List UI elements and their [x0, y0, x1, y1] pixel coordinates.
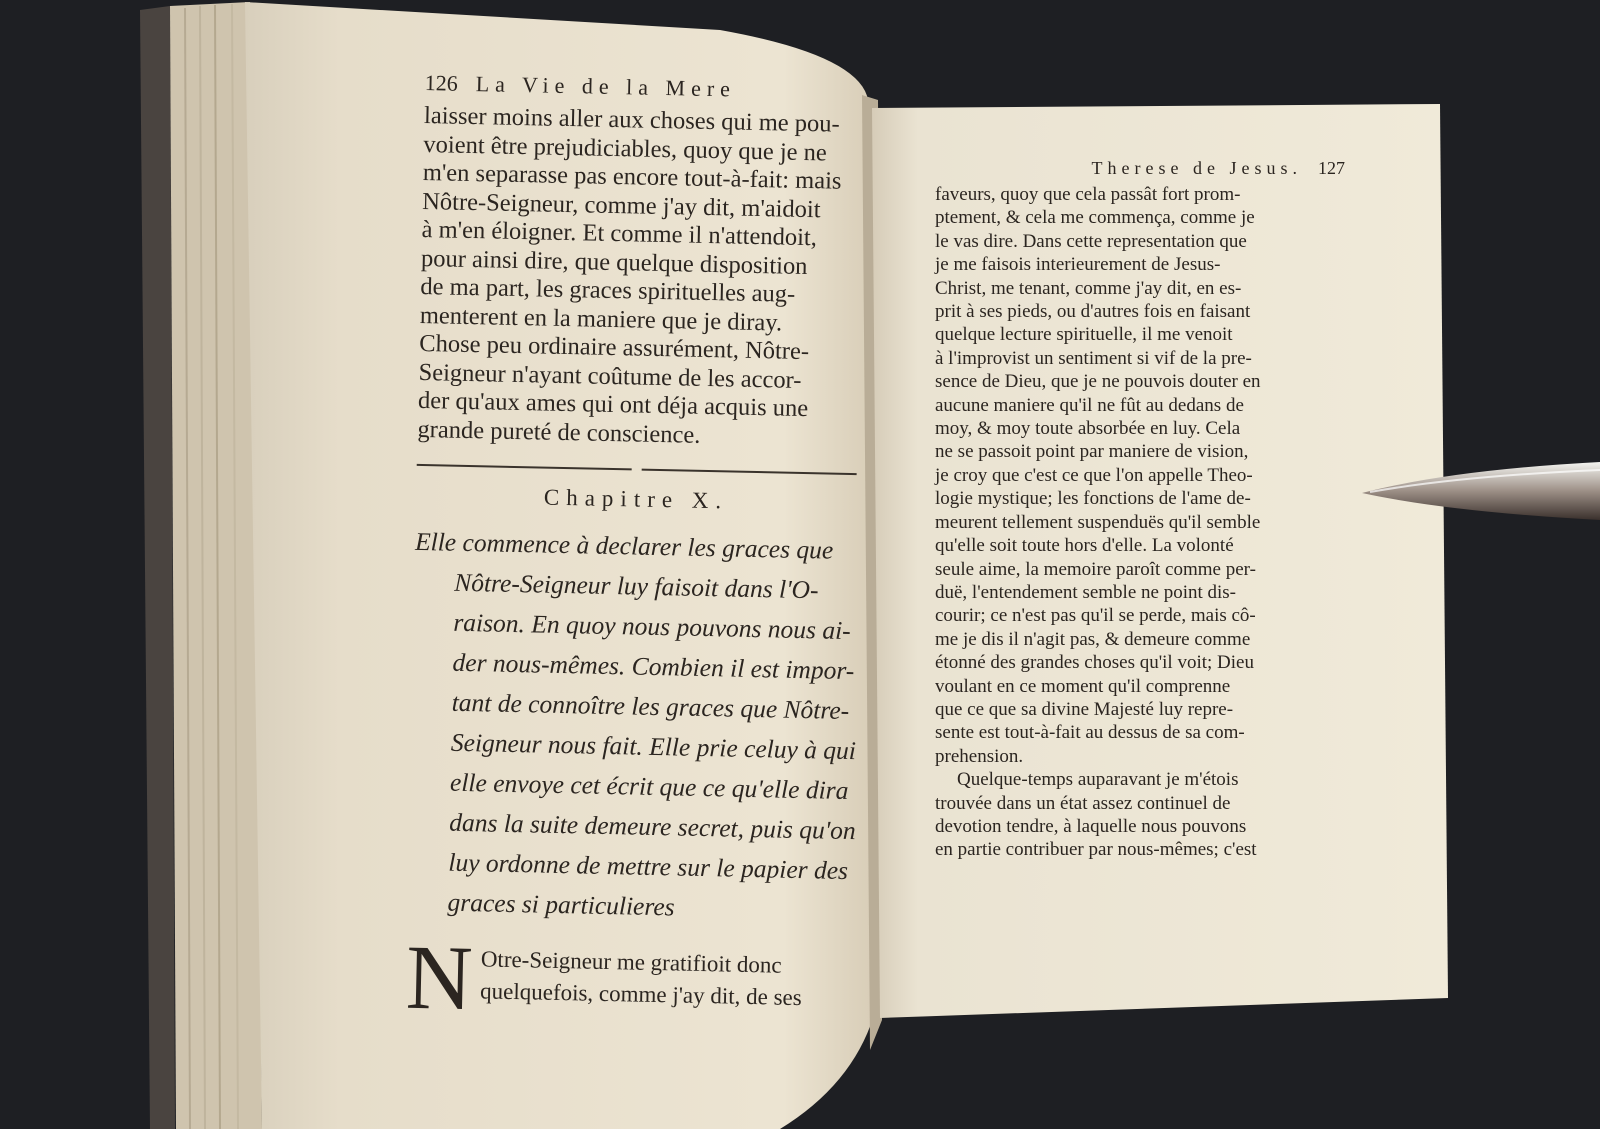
- body-line: qu'elle soit toute hors d'elle. La volonté: [935, 535, 1234, 557]
- body-line: le vas dire. Dans cette representation que: [935, 230, 1247, 252]
- body-line: grande pureté de conscience.: [417, 415, 701, 449]
- body-line: m'en separasse pas encore tout-à-fait: mais: [422, 158, 842, 195]
- chapter-title: Chapitre X.: [543, 484, 729, 514]
- body-line: moy, & moy toute absorbée en luy. Cela: [935, 418, 1241, 440]
- body-line: Christ, me tenant, comme j'ay dit, en es-: [935, 277, 1242, 299]
- body-line: Quelque-temps auparavant je m'étois: [957, 769, 1239, 791]
- summary-line: tant de connoître les graces que Nôtre-: [451, 687, 850, 726]
- body-line: me je dis il n'agit pas, & demeure comme: [935, 628, 1251, 650]
- body-line: faveurs, quoy que cela passât fort prom-: [935, 184, 1241, 205]
- body-line: ne se passoit point par maniere de vision,: [935, 441, 1249, 463]
- opening-paragraph: [404, 925, 847, 1030]
- summary-line: Elle commence à declarer les graces que: [414, 526, 834, 565]
- book-cover: [140, 6, 175, 1129]
- summary-line: raison. En quoy nous pouvons nous ai-: [453, 607, 852, 646]
- opening-line: quelquefois, comme j'ay dit, de ses: [479, 978, 802, 1011]
- right-head-title: Therese de Jesus.: [1091, 158, 1302, 178]
- body-line: je me faisois interieurement de Jesus-: [935, 254, 1221, 276]
- body-line: meurent tellement suspenduës qu'il semble: [935, 511, 1261, 533]
- body-line: duë, l'entendement semble ne point dis-: [935, 581, 1237, 603]
- left-page-number: 126: [424, 70, 458, 96]
- body-line: laisser moins aller aux choses qui me pou-: [423, 101, 840, 138]
- body-line: pour ainsi dire, que quelque disposition: [420, 244, 808, 280]
- body-line: à m'en éloigner. Et comme il n'attendoit,: [421, 215, 818, 252]
- body-line: prehension.: [935, 745, 1024, 767]
- body-line: der qu'aux ames qui ont déja acquis une: [417, 386, 809, 423]
- body-line: seule aime, la memoire paroît comme per-: [935, 558, 1256, 580]
- summary-line: luy ordonne de mettre sur le papier des: [448, 847, 849, 886]
- right-page-text: [935, 158, 1345, 862]
- body-line: je croy que c'est ce que l'on appelle Theo-: [935, 464, 1253, 486]
- body-line: quelque lecture spirituelle, il me venoit: [935, 324, 1233, 346]
- body-line: courir; ce n'est pas qu'il se perde, mais cô-: [935, 605, 1256, 627]
- body-line: voient être prejudiciables, quoy que je ne: [423, 130, 828, 166]
- summary-line: elle envoye cet écrit que ce qu'elle dira: [449, 767, 849, 806]
- left-head-title: La Vie de la Mere: [475, 71, 737, 102]
- body-line: Nôtre-Seigneur, comme j'ay dit, m'aidoit: [421, 187, 821, 223]
- summary-line: dans la suite demeure secret, puis qu'on: [448, 807, 857, 846]
- right-page-number: 127: [1318, 158, 1345, 178]
- body-line: sente est tout-à-fait au dessus de sa com-: [935, 722, 1245, 744]
- body-line: trouvée dans un état assez continuel de: [935, 792, 1231, 814]
- body-line: devotion tendre, à laquelle nous pouvons: [935, 815, 1247, 837]
- body-line: de ma part, les graces spirituelles aug-: [420, 272, 796, 308]
- chapter-summary: [407, 522, 855, 931]
- body-line: en partie contribuer par nous-mêmes; c'est: [935, 839, 1257, 861]
- body-line: aucune maniere qu'il ne fût au dedans de: [935, 394, 1244, 416]
- body-line: étonné des grandes choses qu'il voit; Dieu: [935, 652, 1254, 674]
- body-line: menterent en la maniere que je diray.: [419, 301, 783, 337]
- body-line: voulant en ce moment qu'il comprenne: [935, 675, 1231, 697]
- body-line: ptement, & cela me commença, comme je: [935, 207, 1255, 229]
- body-line: que ce que sa divine Majesté luy repre-: [935, 698, 1234, 720]
- body-line: prit à ses pieds, ou d'autres fois en faisant: [935, 301, 1251, 323]
- body-line: Chose peu ordinaire assurément, Nôtre-: [418, 329, 810, 366]
- body-line: logie mystique; les fonctions de l'ame de-: [935, 488, 1251, 510]
- summary-line: der nous-mêmes. Combien il est impor-: [452, 647, 855, 686]
- summary-line: Seigneur nous fait. Elle prie celuy à qui: [450, 727, 857, 766]
- summary-line: graces si particulieres: [447, 887, 675, 922]
- chapter-rule: [417, 464, 857, 475]
- body-line: sence de Dieu, que je ne pouvois douter en: [935, 371, 1261, 393]
- left-page-text: [404, 70, 865, 1030]
- drop-cap: N: [404, 925, 474, 1030]
- opening-line: Otre-Seigneur me gratifioit donc: [480, 946, 782, 978]
- right-running-head: [935, 158, 1345, 179]
- body-line: Seigneur n'ayant coûtume de les accor-: [418, 358, 802, 394]
- body-line: à l'improvist un sentiment si vif de la pre-: [935, 347, 1252, 369]
- summary-line: Nôtre-Seigneur luy faisoit dans l'O-: [453, 567, 819, 605]
